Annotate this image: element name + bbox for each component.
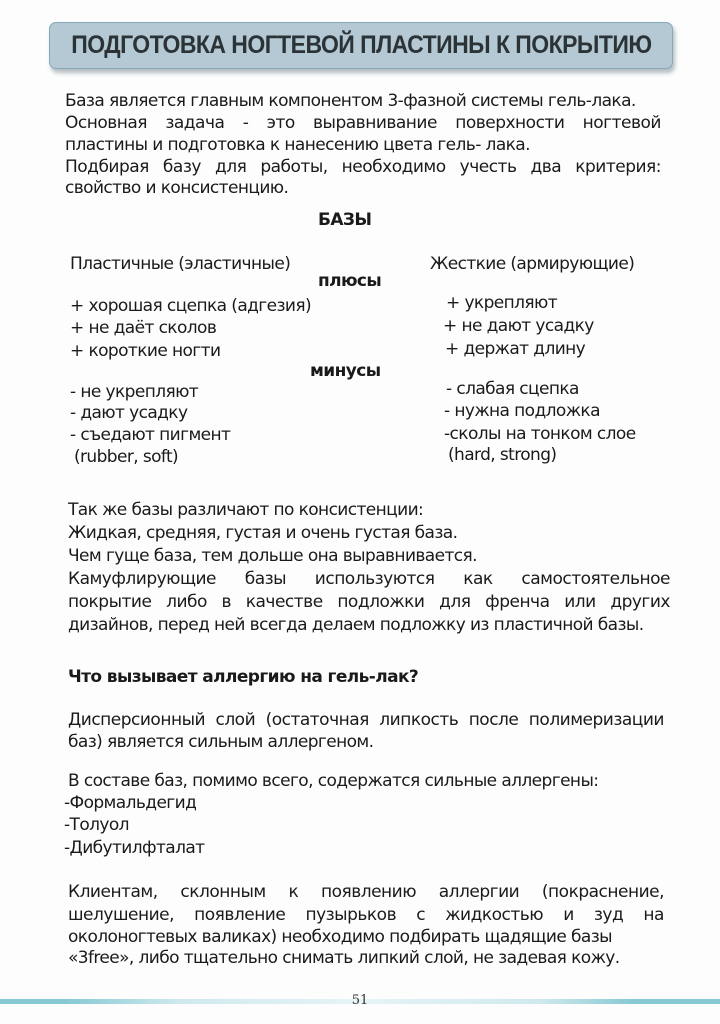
word: необходимо [341, 157, 446, 177]
word: Подбирая [65, 157, 149, 177]
word: как [463, 569, 493, 589]
word: пузырьков [305, 905, 397, 925]
word: Клиентам, [68, 882, 158, 902]
word: базы [244, 569, 287, 589]
right-con-item: - слабая сцепка [446, 379, 579, 399]
allergy-heading: Что вызывает аллергию на гель-лак? [68, 667, 419, 687]
word: слой [215, 710, 256, 730]
word: поверхности [455, 113, 565, 133]
word: шелушение, [68, 905, 174, 925]
word: для [214, 157, 247, 177]
word: самостоятельное [521, 569, 670, 589]
intro-line-5: свойство и консистенцию. [65, 178, 289, 198]
allergen-item: -Толуол [64, 815, 129, 835]
word: Камуфлирующие [68, 569, 217, 589]
word: два [530, 157, 562, 177]
word: и [563, 905, 574, 925]
pros-label: плюсы [318, 271, 382, 291]
right-con-item: -сколы на тонком слое [444, 424, 636, 444]
allergy-p3-line-3: околоногтевых валиках) необходимо подбирать щадящие базы [68, 927, 612, 947]
left-pro-item: + не даёт сколов [70, 318, 217, 338]
word: аллергии [438, 882, 520, 902]
right-pro-item: + держат длину [445, 339, 586, 359]
word: это [266, 113, 295, 133]
consistency-line-6: дизайнов, перед ней всегда делаем подложку из пластичной базы. [68, 615, 644, 635]
allergen-item: -Формальдегид [64, 793, 197, 813]
word: задача [165, 113, 225, 133]
word: в [221, 592, 232, 612]
intro-line-2 [65, 112, 661, 134]
cons-label: минусы [310, 361, 381, 381]
word: базу [162, 157, 201, 177]
right-pro-item: + не дают усадку [443, 316, 594, 336]
bases-heading: БАЗЫ [318, 210, 372, 230]
right-con-item: (hard, strong) [448, 445, 557, 465]
title-banner [49, 22, 673, 69]
word: других [610, 592, 670, 612]
word: появлению [320, 882, 417, 902]
word: френча [485, 592, 550, 612]
word: качестве [245, 592, 323, 612]
word: склонным [180, 882, 266, 902]
consistency-line-5 [68, 591, 670, 613]
left-pro-item: + хорошая сцепка (адгезия) [70, 296, 312, 316]
word: Основная [65, 113, 148, 133]
allergy-p3-line-1 [68, 881, 664, 903]
consistency-line-3: Чем гуще база, тем дольше она выравнивается. [68, 546, 477, 566]
left-con-item: (rubber, soft) [74, 447, 179, 467]
word: полимеризации [528, 710, 664, 730]
allergy-p1-line-1 [68, 709, 664, 731]
allergy-p1-line-2: баз) является сильным аллергеном. [68, 732, 374, 752]
left-con-item: - не укрепляют [70, 382, 199, 402]
page-number: 51 [351, 993, 369, 1008]
word: подложки [337, 592, 425, 612]
word: Дисперсионный [68, 710, 206, 730]
word: покрытие [68, 592, 152, 612]
word: (покраснение, [541, 882, 664, 902]
consistency-line-1: Так же базы различают по консистенции: [68, 500, 424, 520]
word: на [643, 905, 664, 925]
right-pro-item: + укрепляют [446, 293, 558, 313]
word: с [416, 905, 426, 925]
word: (остаточная [265, 710, 369, 730]
left-type-label: Пластичные (эластичные) [70, 254, 291, 274]
intro-line-4 [65, 156, 661, 178]
word: используются [314, 569, 435, 589]
consistency-line-2: Жидкая, средняя, густая и очень густая база. [68, 523, 458, 543]
word: - [242, 113, 249, 133]
word: к [288, 882, 299, 902]
allergy-p3-line-2 [68, 904, 664, 926]
word: для [439, 592, 471, 612]
word: работы, [260, 157, 328, 177]
word: или [564, 592, 596, 612]
word: липкость [379, 710, 459, 730]
word: критерия: [575, 157, 661, 177]
left-pro-item: + короткие ногти [70, 341, 221, 361]
allergy-p3-line-4: «3free», либо тщательно снимать липкий слой, не задевая кожу. [68, 948, 620, 968]
word: ногтевой [582, 113, 661, 133]
right-type-label: Жесткие (армирующие) [430, 254, 635, 274]
word: выравнивание [313, 113, 437, 133]
intro-line-1: База является главным компонентом 3-фазной системы гель-лака. [65, 91, 636, 111]
word: после [468, 710, 519, 730]
left-con-item: - дают усадку [70, 403, 188, 423]
word: либо [166, 592, 207, 612]
page-title: ПОДГОТОВКА НОГТЕВОЙ ПЛАСТИНЫ К ПОКРЫТИЮ [70, 31, 652, 59]
word: зуд [593, 905, 624, 925]
allergen-item: -Дибутилфталат [64, 838, 205, 858]
word: жидкостью [445, 905, 544, 925]
allergy-p2-line-1: В составе баз, помимо всего, содержатся сильные аллергены: [68, 771, 599, 791]
consistency-line-4 [68, 568, 670, 590]
word: появление [194, 905, 286, 925]
left-con-item: - съедают пигмент [70, 425, 231, 445]
right-con-item: - нужна подложка [444, 401, 600, 421]
word: учесть [459, 157, 517, 177]
intro-line-3: пластины и подготовка к нанесению цвета гель- лака. [65, 135, 530, 155]
